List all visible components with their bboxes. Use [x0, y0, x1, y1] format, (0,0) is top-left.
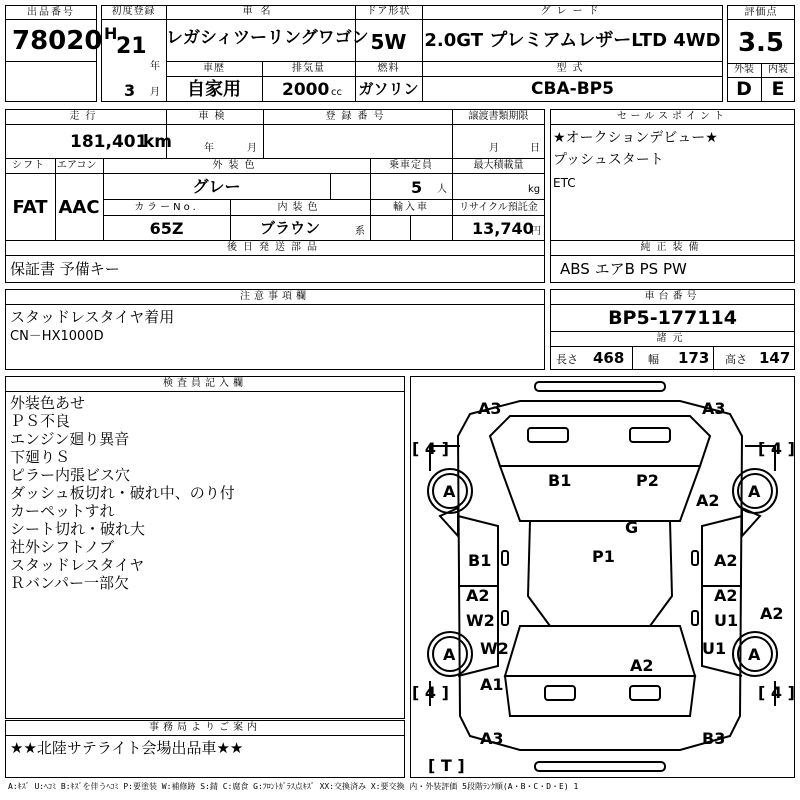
import-label: 輸入車	[393, 202, 429, 213]
length-label: 長さ	[556, 353, 578, 366]
int-color-value: ブラウン	[259, 219, 320, 237]
width-value: 173	[678, 349, 710, 367]
mark: A2	[760, 604, 784, 623]
width-label: 幅	[648, 353, 659, 366]
model-value: CBA-BP5	[531, 79, 614, 99]
inspector-line: 下廻りＳ	[10, 448, 71, 466]
inspection-label: 車検	[198, 111, 231, 122]
color-no-label: カラーNo.	[134, 202, 199, 213]
mark: U1	[714, 611, 739, 630]
month-value: 3	[124, 81, 136, 100]
mark: [ 4 ]	[412, 439, 449, 458]
inspection-year-unit: 年	[204, 143, 214, 154]
capacity-label: 乗車定員	[389, 160, 433, 171]
car-name: レガシィツーリングワゴン	[166, 28, 369, 48]
grade-label: グレード	[540, 6, 605, 17]
ac-label: エアコン	[57, 160, 97, 171]
mark: A	[443, 482, 456, 501]
mileage-unit: km	[143, 132, 173, 152]
inspector-line: 外装色あせ	[10, 394, 86, 412]
legend: A:ｷｽﾞ U:ﾍｺﾐ B:ｷｽﾞを伴うﾍｺﾐ P:要塗装 W:補修跡 S:錆 C:腐食 G:ﾌﾛﾝﾄｶﾞﾗｽ点ｷｽﾞ XX:交換済み X:要交換 内・外装評価 5段階ﾗﾝｸ順(A・B・C・D・E) 1	[8, 782, 579, 791]
inspector-label: 検査員記入欄	[163, 378, 247, 389]
sales-point-line: プッシュスタート	[553, 152, 664, 168]
mark: A	[443, 645, 456, 664]
month-unit: 月	[150, 87, 160, 98]
inspector-line: ピラー内張ビス穴	[10, 466, 131, 484]
load-unit: kg	[528, 184, 541, 195]
chassis-value: BP5-177114	[608, 307, 737, 329]
capacity-unit: 人	[437, 184, 447, 195]
mark: B1	[468, 551, 492, 570]
fuel-label: 燃料	[377, 63, 400, 74]
chassis-label: 車台番号	[644, 291, 701, 302]
recycle-label: リサイクル預託金	[459, 202, 538, 213]
inspector-lines	[10, 394, 235, 592]
score-value: 3.5	[737, 28, 785, 58]
inspector-line: シート切れ・破れ大	[10, 520, 146, 538]
notes-line: スタッドレスタイヤ着用	[10, 308, 175, 326]
mark: A2	[714, 551, 738, 570]
later-parts-label: 後日発送部品	[227, 242, 323, 253]
mark: P2	[636, 471, 659, 490]
ext-label: 外装	[734, 64, 754, 75]
transfer-label: 譲渡書類期限	[468, 111, 529, 122]
shift-value: FAT	[12, 197, 48, 218]
mark: A2	[696, 491, 720, 510]
height-label: 高さ	[725, 353, 747, 366]
inspector-line: Ｒバンパー一部欠	[10, 574, 129, 592]
recycle-value: 13,740	[472, 219, 534, 238]
mark: A2	[714, 586, 738, 605]
car-diagram	[410, 376, 795, 778]
mark: B3	[702, 729, 726, 748]
capacity-value: 5	[411, 178, 423, 197]
displacement-label: 排気量	[292, 63, 325, 74]
inspector-line: 社外シフトノブ	[10, 538, 115, 556]
mileage-label: 走行	[69, 111, 102, 122]
inspector-line: エンジン廻り異音	[10, 430, 130, 448]
spec-label: 諸元	[656, 333, 689, 344]
displacement-value: 2000	[282, 80, 330, 100]
notes-line: CN－HX1000D	[10, 329, 104, 344]
mark: B1	[548, 471, 572, 490]
height-value: 147	[759, 349, 791, 367]
doors-value: 5W	[370, 30, 407, 54]
grade-value: 2.0GT プレミアムレザーLTD 4WD	[424, 30, 721, 51]
inspector-line: ＰＳ不良	[10, 412, 71, 430]
notes-label: 注意事項欄	[240, 291, 310, 302]
int-color-label: 内装色	[277, 202, 323, 213]
ac-value: AAC	[58, 197, 100, 218]
int-color-suffix: 系	[355, 226, 365, 237]
first-reg-label: 初度登録	[111, 6, 156, 17]
sales-points-label: セールスポイント	[616, 111, 729, 122]
mark: U1	[702, 639, 727, 658]
later-parts-value: 保証書 予備キー	[10, 260, 120, 278]
history-value: 自家用	[187, 79, 241, 100]
mark: [ 4 ]	[412, 683, 449, 702]
mark: P1	[592, 547, 615, 566]
mark: A3	[478, 399, 502, 418]
year-unit: 年	[150, 61, 160, 72]
color-value: グレー	[192, 177, 241, 196]
displacement-unit: cc	[331, 87, 342, 98]
shift-label: シフト	[12, 160, 45, 171]
mark: [ 4 ]	[758, 439, 795, 458]
transfer-month-unit: 月	[489, 143, 499, 154]
mark: A	[748, 645, 761, 664]
mark: W2	[466, 611, 495, 630]
color-no-value: 65Z	[149, 219, 184, 238]
int-label: 内装	[768, 64, 788, 75]
inspector-line: スタッドレスタイヤ	[10, 556, 145, 574]
transfer-day-unit: 日	[530, 143, 540, 154]
mark: G	[625, 518, 639, 537]
inspector-line: カーペットすれ	[10, 502, 115, 520]
load-label: 最大積載量	[473, 160, 524, 171]
era-value: H	[104, 24, 118, 43]
sales-point-line: ETC	[553, 176, 576, 190]
inspection-month-unit: 月	[247, 143, 257, 154]
mark: A	[748, 482, 761, 501]
inspector-line: ダッシュ板切れ・破れ中、のり付	[10, 484, 235, 502]
history-label: 車歴	[203, 63, 225, 74]
recycle-unit: 円	[531, 226, 541, 237]
mileage-value: 181,401	[70, 132, 148, 152]
model-label: 型式	[556, 63, 589, 74]
lot-number: 78020	[12, 26, 103, 56]
sales-point-line: ★オークションデビュー★	[553, 130, 718, 146]
lot-label: 出品番号	[6, 6, 96, 20]
mark: [ 4 ]	[758, 683, 795, 702]
equipment-value: ABS エアB PS PW	[560, 260, 687, 278]
doors-label: ドア形状	[366, 6, 411, 17]
color-label: 外装色	[212, 160, 261, 171]
mark: A2	[630, 656, 654, 675]
mark: A1	[480, 675, 504, 694]
car-name-label: 車名	[242, 6, 279, 17]
length-value: 468	[593, 349, 625, 367]
ext-grade: D	[736, 78, 752, 100]
office-label: 事務局よりご案内	[149, 722, 261, 733]
mark: [ T ]	[428, 756, 465, 775]
mark: W2	[480, 639, 509, 658]
equipment-label: 純正装備	[640, 242, 705, 253]
reg-no-label: 登録番号	[325, 111, 390, 122]
fuel-value: ガソリン	[358, 80, 419, 98]
year-value: 21	[116, 34, 147, 59]
mark: A3	[480, 729, 504, 748]
score-label: 評価点	[728, 6, 794, 20]
office-value: ★★北陸サテライト会場出品車★★	[10, 739, 244, 757]
mark: A3	[702, 399, 726, 418]
mark: A2	[466, 586, 490, 605]
int-grade: E	[771, 78, 785, 100]
